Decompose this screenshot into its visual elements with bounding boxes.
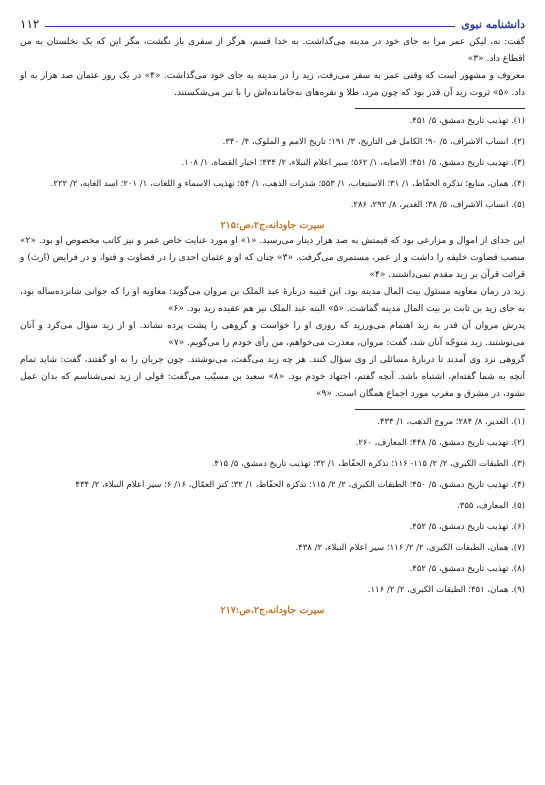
footnote: (۹). همان، ۴۵۱؛ الطبقات الکبری، ۲/ ۲/ ۱۱۶. <box>367 585 525 595</box>
footnote: (۵). انساب الاشراف، ۵/ ۳۸؛ الغدیر، ۸/ ۲۹۲، ۲۸۶. <box>350 200 525 210</box>
footnote: (۶). تهذیب تاریخ دمشق، ۵/ ۴۵۲. <box>409 522 525 532</box>
top-text <box>20 34 525 102</box>
section-heading: سیرت جاودانه،ج‏۲،ص:۲۱۵ <box>220 220 325 231</box>
footnote: (۴). همان، منابع؛ تذکرة الحفّاظ، ۱/ ۳۱؛ الاستیعاب، ۱/ ۵۵۳؛ شذرات الذهب، ۱/ ۵۴؛ تهذیب الاسماء و اللغات، ۱/ ۲۰۱؛ اسد الغابه، ۲/ ۲۲۲. <box>50 179 525 189</box>
page-header <box>20 14 525 34</box>
footnotes-list-2 <box>20 416 525 597</box>
footnote: (۲). انساب الاشراف، ۵/ ۹۰؛ الکامل فی التاریخ، ۳/ ۱۹۱؛ تاریخ الامم و الملوک، ۴/ ۳۴۰. <box>222 137 525 147</box>
book-title: دانشنامه نبوی <box>461 17 525 31</box>
footnote: (۳). الطبقات الکبری، ۲/ ۲/ ۱۱۵- ۱۱۶؛ تذکرة الحفّاظ، ۱/ ۳۲؛ تهذیب تاریخ دمشق، ۵/ ۴۱۵. <box>211 459 525 469</box>
paragraph: گروهی نزد وی آمدند تا دربارهٔ مسائلی از وی سؤال کنند. هر چه زید می‌گفت، می‌نوشتند. چون جریان را به او گفتند، گفت: شاید تمام آنچه به شما گفته‌ام، اشتباه باشد. آنچه گفتم، اجتهاد خودم بود. «۸» سعید بن مسیّب می‌گفت: قولی از زید نمی‌شناسم که بدان عمل نشود، در مشرق و مغرب مورد اجماع همگان است. «۹» <box>20 355 525 399</box>
paragraph: زید در زمان معاویه مسئول بیت المال مدینه بود. ابن قتیبه دربارهٔ عبد الملک بن مروان می‌گوید: معاویه او را که جوانی شانزده‌ساله بود، به جای زید بن ثابت بر بیت المال مدینه گماشت. «۵» البته عبد الملک نیز هم عقیده زید بود. «۶» <box>20 287 525 314</box>
paragraph: معروف و مشهور است که وقتی عمر به سفر می‌رفت، زید را در مدینه به جای خود می‌گذاشت. «۴» در یک روز عثمان صد هزار به او داد. «۵» ثروت زید آن قدر بود که چون مرد، طلا و نقره‌های به‌جامانده‌اش را با تبر می‌شکستند. <box>20 71 526 98</box>
footnote: (۴). تهذیب تاریخ دمشق، ۵/ ۴۵۰؛ الطبقات الکبری، ۲/ ۲/ ۱۱۵؛ تذکرة الحفّاظ، ۱/ ۳۲؛ کنز العمّال، ۱۶/ ۶؛ سیر اعلام النبلاء، ۲/ ۴۳۴ <box>75 480 525 490</box>
footnotes-list-1 <box>20 115 525 212</box>
paragraph: گفت: نه، لیکن عمر مرا به جای خود در مدینه می‌گذاشت. به خدا قسم، هرگز از سفری باز نگشت، مگر این که یک نخلستان به من اقطاع داد. «۳» <box>20 37 525 64</box>
footnote: (۸). تهذیب تاریخ دمشق، ۵/ ۴۵۲. <box>409 564 525 574</box>
footnote: (۱). الغدیر، ۸/ ۲۸۴؛ مروج الذهب، ۱/ ۴۳۴. <box>377 417 525 427</box>
footnote-separator <box>355 409 525 410</box>
footnote: (۵). المعارف، ۳۵۵. <box>457 501 525 511</box>
footnote: (۱). تهذیب تاریخ دمشق، ۵/ ۴۵۱. <box>409 116 525 126</box>
middle-text <box>20 233 525 403</box>
paragraph: این جدای از اموال و مزارعی بود که قیمتش به صد هزار دینار می‌رسید. «۱» او مورد عنایت خاص عمر و نیز کاتب مخصوص او بود. «۲» منصب قضاوت خلیفه را داشت و از عمر، مستمری می‌گرفت. «۳» چنان که او و عثمان احدی را در قضاوت و فتوا، و در فرایض (ارث) و قرائت قرآن بر زید مقدم نمی‌داشتند. «۴» <box>20 236 525 280</box>
header-rule <box>45 26 455 27</box>
footnote: (۷). همان، الطبقات الکبری، ۲/ ۲/ ۱۱۶؛ سیر اعلام النبلاء، ۲/ ۴۳۸. <box>295 543 525 553</box>
section-heading: سیرت جاودانه،ج‏۲،ص:۲۱۷ <box>220 605 325 616</box>
footnote: (۳). تهذیب تاریخ دمشق، ۵/ ۴۵۱؛ الاصابه، ۱/ ۵۶۲؛ سیر اعلام النبلاء، ۲/ ۴۳۴؛ اخبار القضاة، ۱/ ۱۰۸. <box>181 158 525 168</box>
paragraph: پدرش مروان آن قدر به زید اهتمام می‌ورزید که روزی او را خواست و گروهی را پشت پرده نشاند. او از زید سؤال می‌کرد و آنان می‌نوشتند. زید متوجّه آنان شد، گفت: مروان، معذرت می‌خواهم، من رأی خودم را می‌گویم. «۷» <box>20 321 525 348</box>
footnote-separator <box>355 108 525 109</box>
page-number: ۱۱۲ <box>20 17 40 31</box>
footnote: (۲). تهذیب تاریخ دمشق، ۵/ ۴۴۸؛ المعارف، ۲۶۰. <box>355 438 525 448</box>
